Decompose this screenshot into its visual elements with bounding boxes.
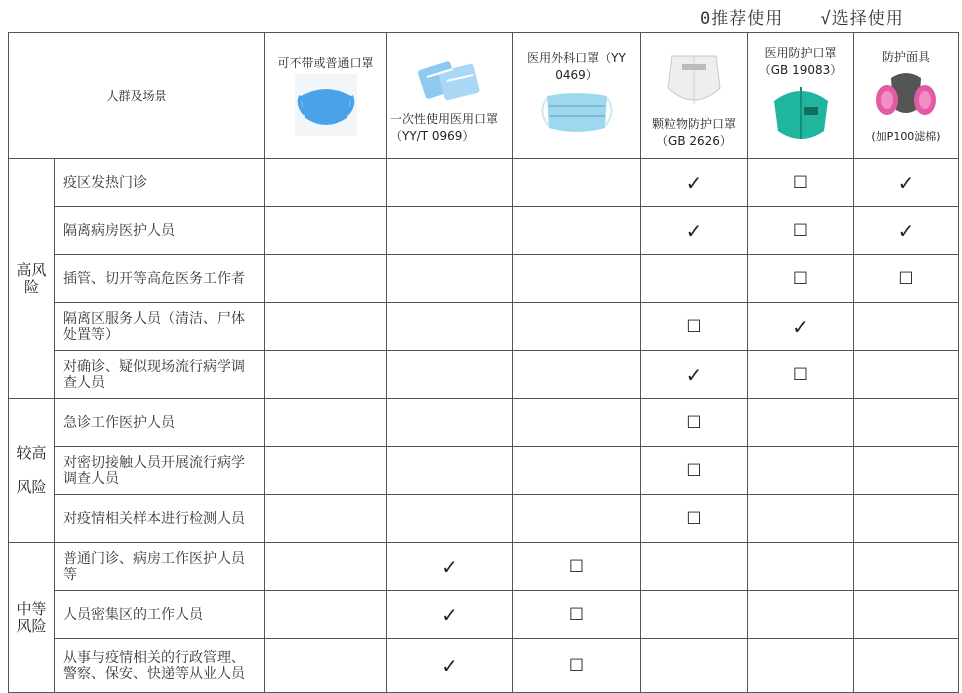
- empty-cell: [513, 351, 641, 399]
- box-mark-cell: ☐: [748, 351, 854, 399]
- table-body: [9, 159, 959, 693]
- empty-cell: [854, 303, 959, 351]
- empty-cell: [265, 399, 387, 447]
- empty-cell: [387, 399, 513, 447]
- empty-cell: [387, 255, 513, 303]
- risk-level-label: 中等 风险: [9, 543, 55, 693]
- checkmark-cell: ✓: [387, 639, 513, 693]
- scene-label: 急诊工作医护人员: [55, 399, 265, 447]
- box-mark-cell: ☐: [748, 159, 854, 207]
- gas-mask-icon: [873, 68, 939, 126]
- box-mark-cell: ☐: [641, 495, 748, 543]
- empty-cell: [265, 495, 387, 543]
- col-header-particulate: 颗粒物防护口罩（GB 2626）: [641, 33, 748, 159]
- empty-cell: [387, 351, 513, 399]
- box-mark-cell: ☐: [641, 447, 748, 495]
- table-row: [9, 207, 959, 255]
- scene-label: 隔离病房医护人员: [55, 207, 265, 255]
- table-row: [9, 495, 959, 543]
- legend-optional: √选择使用: [820, 9, 904, 29]
- empty-cell: [854, 447, 959, 495]
- empty-cell: [265, 255, 387, 303]
- table-row: [9, 447, 959, 495]
- empty-cell: [748, 591, 854, 639]
- empty-cell: [265, 591, 387, 639]
- col-header-disposable: 一次性使用医用口罩（YY/T 0969）: [387, 33, 513, 159]
- white-respirator-icon: [664, 48, 724, 114]
- empty-cell: [748, 639, 854, 693]
- empty-cell: [513, 399, 641, 447]
- box-mark-cell: ☐: [513, 591, 641, 639]
- box-mark-cell: ☐: [641, 399, 748, 447]
- empty-cell: [854, 351, 959, 399]
- empty-cell: [854, 495, 959, 543]
- empty-cell: [513, 303, 641, 351]
- empty-cell: [265, 303, 387, 351]
- empty-cell: [854, 639, 959, 693]
- table-row: [9, 255, 959, 303]
- scene-label: 从事与疫情相关的行政管理、警察、保安、快递等从业人员: [55, 639, 265, 693]
- teal-respirator-icon: [768, 81, 834, 147]
- empty-cell: [513, 255, 641, 303]
- empty-cell: [854, 591, 959, 639]
- empty-cell: [265, 447, 387, 495]
- empty-cell: [387, 303, 513, 351]
- scene-label: 对密切接触人员开展流行病学调查人员: [55, 447, 265, 495]
- header-row: [9, 33, 959, 159]
- checkmark-cell: ✓: [641, 159, 748, 207]
- box-mark-cell: ☐: [513, 639, 641, 693]
- scene-label: 人员密集区的工作人员: [55, 591, 265, 639]
- blue-cloth-mask-icon: [295, 74, 357, 136]
- empty-cell: [748, 495, 854, 543]
- empty-cell: [265, 639, 387, 693]
- empty-cell: [641, 591, 748, 639]
- legend: [700, 4, 930, 29]
- empty-cell: [387, 495, 513, 543]
- empty-cell: [265, 207, 387, 255]
- legend-recommend: 0推荐使用: [700, 9, 784, 29]
- disposable-mask-pack-icon: [417, 55, 483, 109]
- empty-cell: [513, 447, 641, 495]
- box-mark-cell: ☐: [748, 207, 854, 255]
- table-row: [9, 543, 959, 591]
- scene-label: 对疫情相关样本进行检测人员: [55, 495, 265, 543]
- scene-label: 隔离区服务人员（清洁、尸体处置等）: [55, 303, 265, 351]
- empty-cell: [854, 399, 959, 447]
- box-mark-cell: ☐: [513, 543, 641, 591]
- table-row: [9, 351, 959, 399]
- col-header-none: 可不带或普通口罩: [265, 33, 387, 159]
- col-header-face-mask: 防护面具 (加P100滤棉): [854, 33, 959, 159]
- table-row: [9, 159, 959, 207]
- empty-cell: [387, 159, 513, 207]
- checkmark-cell: ✓: [387, 591, 513, 639]
- empty-cell: [641, 543, 748, 591]
- box-mark-cell: ☐: [641, 303, 748, 351]
- scene-label: 普通门诊、病房工作医护人员等: [55, 543, 265, 591]
- checkmark-cell: ✓: [387, 543, 513, 591]
- scene-label: 疫区发热门诊: [55, 159, 265, 207]
- table-row: [9, 591, 959, 639]
- empty-cell: [513, 207, 641, 255]
- empty-cell: [265, 351, 387, 399]
- empty-cell: [748, 543, 854, 591]
- surgical-mask-icon: [537, 86, 617, 142]
- checkmark-cell: ✓: [641, 207, 748, 255]
- checkmark-cell: ✓: [748, 303, 854, 351]
- empty-cell: [854, 543, 959, 591]
- empty-cell: [265, 159, 387, 207]
- empty-cell: [513, 159, 641, 207]
- box-mark-cell: ☐: [748, 255, 854, 303]
- empty-cell: [641, 255, 748, 303]
- checkmark-cell: ✓: [641, 351, 748, 399]
- checkmark-cell: ✓: [854, 159, 959, 207]
- empty-cell: [265, 543, 387, 591]
- empty-cell: [641, 639, 748, 693]
- risk-level-label: 高风 险: [9, 159, 55, 399]
- risk-level-label: 较高 风险: [9, 399, 55, 543]
- table-row: [9, 303, 959, 351]
- empty-cell: [748, 399, 854, 447]
- box-mark-cell: ☐: [854, 255, 959, 303]
- mask-usage-table: [8, 32, 959, 693]
- table-row: [9, 639, 959, 693]
- scene-header: 人群及场景: [9, 33, 265, 159]
- empty-cell: [387, 447, 513, 495]
- empty-cell: [513, 495, 641, 543]
- table-row: [9, 399, 959, 447]
- scene-label: 对确诊、疑似现场流行病学调查人员: [55, 351, 265, 399]
- checkmark-cell: ✓: [854, 207, 959, 255]
- scene-label: 插管、切开等高危医务工作者: [55, 255, 265, 303]
- col-header-medical-protective: 医用防护口罩（GB 19083）: [748, 33, 854, 159]
- col-header-surgical: 医用外科口罩（YY 0469）: [513, 33, 641, 159]
- empty-cell: [748, 447, 854, 495]
- empty-cell: [387, 207, 513, 255]
